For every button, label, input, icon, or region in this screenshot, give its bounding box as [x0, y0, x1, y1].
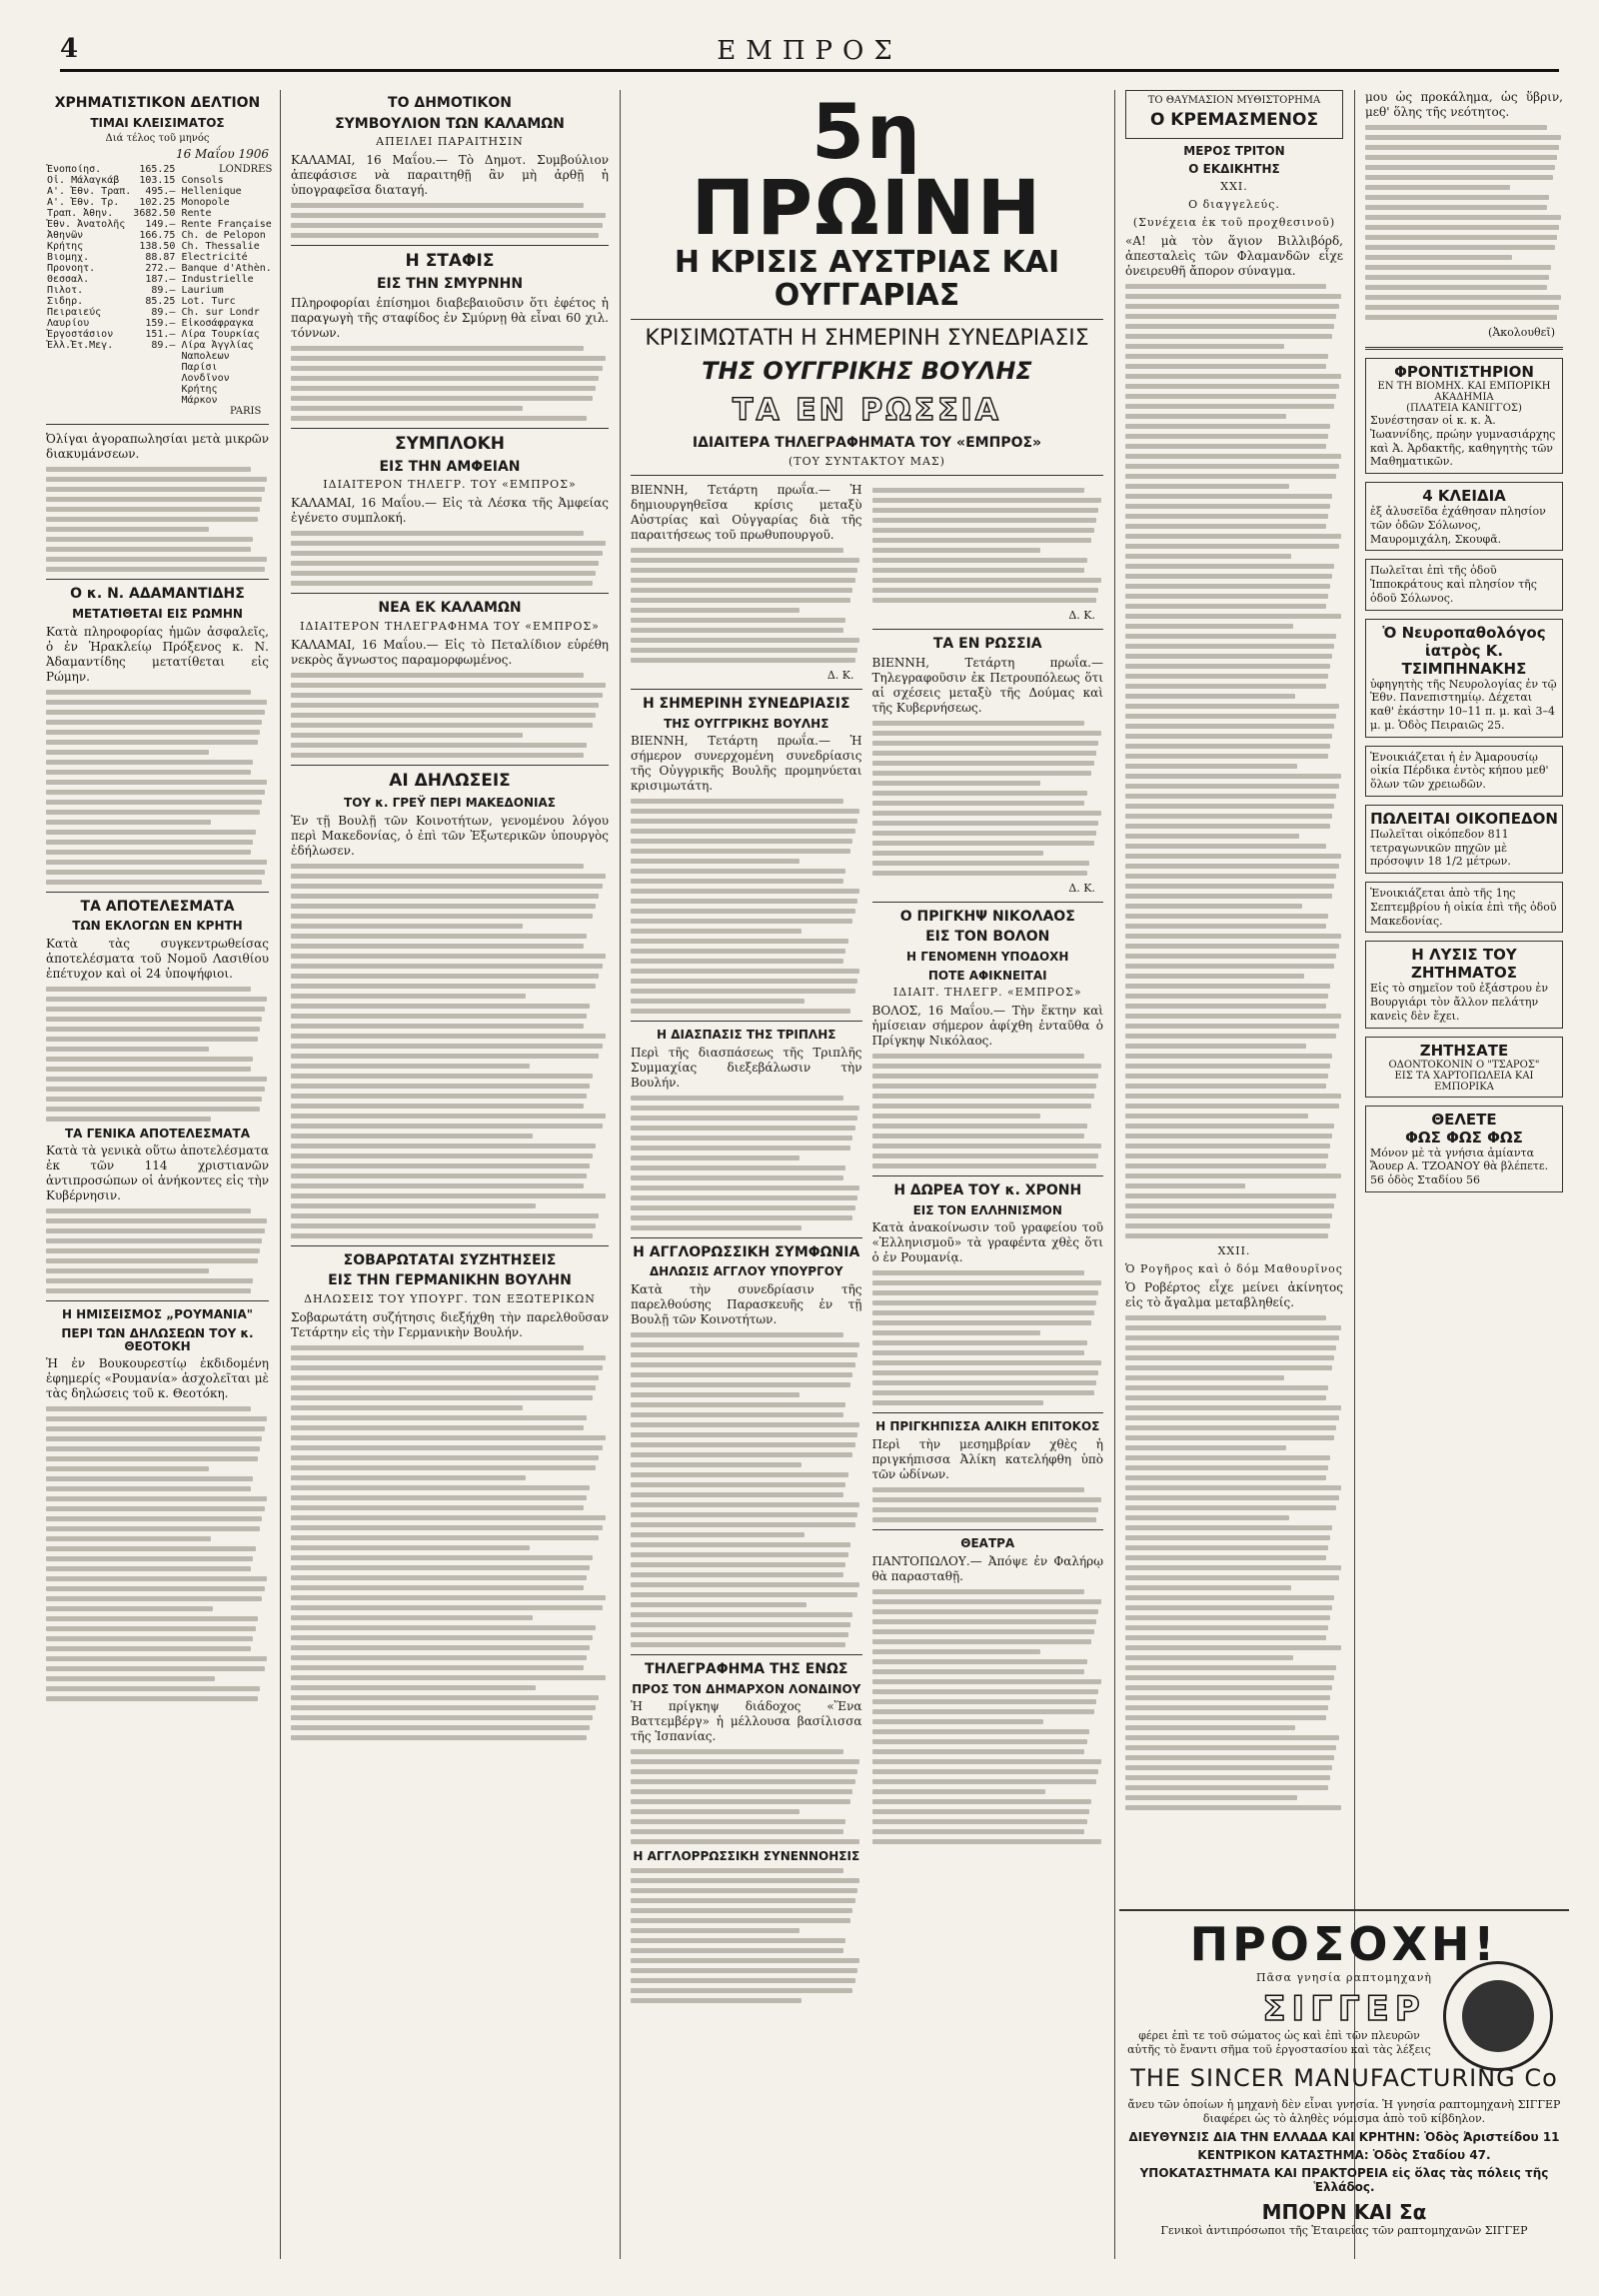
text-block: [291, 864, 609, 1238]
symploki-subheadline: ΕΙΣ ΤΗΝ ΑΜΦΕΙΑΝ: [379, 458, 521, 475]
rate-row: [180, 329, 275, 340]
ad-singer-lead: Πᾶσα γνησία ραπτομηχανὴ: [1256, 1971, 1432, 1984]
nikolaos-subheadline: ΕΙΣ ΤΟΝ ΒΟΛΟΝ: [925, 929, 1050, 946]
text-block: [872, 721, 1104, 876]
page-number: 4: [60, 34, 79, 64]
rate-name: Μάρκον: [181, 395, 218, 407]
ad-sale: [1365, 559, 1563, 610]
german-lead: Σοβαρωτάτη συζήτησις διεξήχθη τὴν παρελθοῦσαν Τετάρτην εἰς τὴν Γερμανικὴν Βουλήν.: [291, 1309, 609, 1339]
main-headline: Η ΚΡΙΣΙΣ ΑΥΣΤΡΙΑΣ ΚΑΙ ΟΥΓΓΑΡΙΑΣ: [674, 245, 1060, 313]
rate-row: [46, 296, 176, 307]
rate-row: [180, 175, 275, 186]
novel-continuation: μου ὡς προκάλημα, ὡς ὕβριν, μεθ' ὅλης τῆς νεότητος.: [1365, 90, 1563, 119]
princess-headline: Η ΠΡΙΓΚΗΠΙΣΣΑ ΑΛΙΚΗ ΕΠΙΤΟΚΟΣ: [875, 1419, 1100, 1434]
main-headline-3: ΤΗΣ ΟΥΓΓΡΙΚΗΣ ΒΟΥΛΗΣ: [702, 357, 1032, 386]
rate-value: 89.—: [151, 285, 176, 297]
rate-name: Industrielle: [181, 274, 254, 286]
rate-name: Θεσσαλ.: [47, 274, 90, 286]
rate-value: [273, 318, 275, 329]
rate-name: Ch. sur Londr: [181, 307, 260, 319]
rate-value: [273, 296, 275, 307]
rate-value: [273, 241, 275, 252]
rate-name: Κρήτης: [181, 384, 218, 396]
rate-row: [180, 384, 275, 395]
main-headline-4: ΤΑ ΕΝ ΡΩΣΣΙΑ: [732, 393, 1002, 429]
chapter-2-lead: Ὁ Ροβέρτος εἶχε μείνει ἀκίνητος εἰς τὸ ἄγαλμα μεταβληθείς.: [1125, 1280, 1343, 1310]
column-divider: [1114, 90, 1115, 2259]
rate-name: Σιδηρ.: [47, 296, 84, 308]
rate-value: 138.50: [139, 241, 176, 253]
text-block: [631, 548, 862, 663]
ad-keys-title: 4 ΚΛΕΙΔΙΑ: [1422, 487, 1506, 505]
newspaper-page: [40, 90, 1569, 2269]
ad-toothpowder: [1365, 1037, 1563, 1098]
tripoli-headline: Η ΔΙΑΣΠΑΣΙΣ ΤΗΣ ΤΡΙΠΛΗΣ: [657, 1028, 836, 1043]
rate-value: [273, 263, 275, 274]
kalamon-lead: ΚΑΛΑΜΑΙ, 16 Μαΐου.— Εἰς τὸ Πεταλίδιον εὑρέθη νεκρὸς ἄγνωστος παραμορφωμένος.: [291, 638, 609, 668]
rate-row: [180, 186, 275, 197]
rate-row: [46, 164, 176, 175]
dorea-lead: Κατὰ ἀνακοίνωσιν τοῦ γραφείου τοῦ «Ἑλληνισμοῦ» τὰ γραφέντα χθὲς ὅτι ὁ ἐν Ρουμανίᾳ.: [871, 1220, 1103, 1265]
ad-rent-2-body: Ἐνοικιάζεται ἀπὸ τῆς 1ης Σεπτεμβρίου ἡ οἰκία ἐπὶ τῆς ὁδοῦ Μακεδονίας.: [1370, 887, 1557, 928]
rate-row: [180, 263, 275, 274]
chapter-title: Ο διαγγελεύς.: [1188, 198, 1280, 212]
adamantidis-headline: Ο κ. Ν. ΑΔΑΜΑΝΤΙΔΗΣ: [70, 586, 245, 603]
hungary-headline: Η ΣΗΜΕΡΙΝΗ ΣΥΝΕΔΡΙΑΣΙΣ: [642, 695, 850, 712]
ad-toothpowder-tag: ΕΙΣ ΤΑ ΧΑΡΤΟΠΩΛΕΙΑ ΚΑΙ ΕΜΠΟΡΙΚΑ: [1394, 1070, 1534, 1093]
ad-doctor: [1365, 619, 1563, 738]
ad-frontistirion-place: (ΠΛΑΤΕΙΑ ΚΑΝΙΓΓΟΣ): [1406, 403, 1522, 414]
ad-singer-firm-note: Γενικοὶ ἀντιπρόσωποι τῆς Ἑταιρείας τῶν ραπτομηχανῶν ΣΙΓΓΕΡ: [1160, 2224, 1528, 2238]
chapter-2-number: XXII.: [1217, 1244, 1251, 1258]
nikolaos-lead: ΒΟΛΟΣ, 16 Μαΐου.— Τὴν ἕκτην καὶ ἡμίσειαν σήμερον ἀφίχθη ἐνταῦθα ὁ Πρίγκηψ Νικόλαος.: [871, 1004, 1103, 1049]
text-block: [291, 346, 609, 421]
rate-name: Πειραιεύς: [47, 307, 102, 319]
text-block: [1125, 284, 1343, 1238]
ad-singer-title: ΠΡΟΣΟΧΗ!: [1189, 1917, 1499, 1971]
rate-row: [46, 197, 176, 208]
hungary-subheadline: ΤΗΣ ΟΥΓΓΡΙΚΗΣ ΒΟΥΛΗΣ: [664, 716, 829, 731]
rate-value: [273, 340, 275, 351]
crete-headline: ΤΑ ΑΠΟΤΕΛΕΣΜΑΤΑ: [80, 898, 235, 915]
dilosis-lead: Ἐν τῇ Βουλῇ τῶν Κοινοτήτων, γενομένου λόγου περὶ Μακεδονίας, ὁ ἐπὶ τῶν Ἐξωτερικῶν ὑπουργὸς ἐδήλωσεν.: [291, 813, 609, 858]
rate-row: [180, 274, 275, 285]
rate-value: 165.25: [139, 164, 176, 176]
hungary-lead: ΒΙΕΝΝΗ, Τετάρτη πρωΐα.— Ἡ σήμερον συνερχομένη συνεδρίασις τῆς Οὐγγρικῆς Βουλῆς προμηνύεται κρισιμωτάτη.: [631, 734, 862, 794]
rate-name: Ναπολεων: [181, 351, 230, 363]
rate-value: [273, 230, 275, 241]
rates-table: [46, 164, 273, 418]
ad-singer-firm: ΜΠΟΡΝ ΚΑΙ Σα: [1261, 2200, 1427, 2225]
main-headline-2: ΚΡΙΣΙΜΩΤΑΤΗ Η ΣΗΜΕΡΙΝΗ ΣΥΝΕΔΡΙΑΣΙΣ: [645, 326, 1089, 351]
novel-title: Ο ΚΡΕΜΑΣΜΕΝΟΣ: [1149, 110, 1319, 130]
ad-singer-store: ΚΕΝΤΡΙΚΟΝ ΚΑΤΑΣΤΗΜΑ: Ὁδὸς Σταδίου 47.: [1197, 2148, 1491, 2163]
rate-name: Banque d'Athèn.: [181, 263, 272, 275]
text-block: [631, 799, 862, 1014]
anglo-lead: Κατὰ τὴν συνεδρίασιν τῆς παρελθούσης Παρασκευῆς ἐν τῇ Βουλῇ τῶν Κοινοτήτων.: [631, 1282, 862, 1327]
rate-row: [46, 307, 176, 318]
anglo-subheadline: ΔΗΛΩΣΙΣ ΑΓΓΛΟΥ ΥΠΟΥΡΓΟΥ: [649, 1264, 843, 1279]
rate-value: [273, 384, 275, 395]
column-1: [40, 90, 275, 2259]
rate-row: [180, 318, 275, 329]
paris-label: PARIS: [229, 406, 262, 418]
ad-frontistirion: [1365, 358, 1563, 474]
text-block: [631, 1749, 862, 1844]
ad-singer-address: ΔΙΕΥΘΥΝΣΙΣ ΔΙΑ ΤΗΝ ΕΛΛΑΔΑ ΚΑΙ ΚΡΗΤΗΝ: Ὁδὸς Ἀριστείδου 11: [1128, 2130, 1560, 2145]
rate-name: Ἑλλ.Ἐτ.Μεγ.: [47, 340, 114, 352]
symploki-headline: ΣΥΜΠΛΟΚΗ: [394, 433, 506, 454]
rate-name: Α'. Ἐθν. Τραπ.: [47, 186, 132, 198]
rate-value: 149.—: [145, 219, 176, 231]
telegram-tag: ΙΔΙΑΙΤΕΡΑ ΤΗΛΕΓΡΑΦΗΜΑΤΑ ΤΟΥ «ΕΜΠΡΟΣ»: [692, 435, 1042, 452]
kalamon-headline: ΝΕΑ ΕΚ ΚΑΛΑΜΩΝ: [378, 600, 522, 617]
rate-row: [46, 263, 176, 274]
rate-row: [46, 329, 176, 340]
novel-subtitle: Ο ΕΚΔΙΚΗΤΗΣ: [1188, 162, 1280, 177]
rate-name: Laurium: [181, 285, 224, 297]
general-lead: Κατὰ τὰ γενικὰ οὕτω ἀποτελέσματα ἐκ τῶν 114 χριστιανῶν ἀντιπροσώπων οἱ ἀνήκοντες εἰς τὴν Κυβέρνησιν.: [46, 1144, 269, 1203]
kalamon-tag: ΙΔΙΑΙΤΕΡΟΝ ΤΗΛΕΓΡΑΦΗΜΑ ΤΟΥ «ΕΜΠΡΟΣ»: [300, 620, 600, 634]
rate-name: Α'. Ἐθν. Τρ.: [47, 197, 120, 209]
rate-name: Rente: [181, 208, 212, 220]
rate-value: [273, 307, 275, 318]
text-block: [291, 1345, 609, 1740]
rate-value: [273, 175, 275, 186]
rate-name: Hellenique: [181, 186, 242, 198]
russia-lead: ΒΙΕΝΝΗ, Τετάρτη πρωΐα.— Τηλεγραφοῦσιν ἐκ Πετρουπόλεως ὅτι αἱ σχέσεις μεταξὺ τῆς Δούμας καὶ τῆς Κυβερνήσεως.: [871, 655, 1103, 715]
rate-value: [273, 362, 275, 373]
ad-singer-note: ἄνευ τῶν ὁποίων ἡ μηχανὴ δὲν εἶναι γνησία. Ἡ γνησία ραπτομηχανὴ ΣΙΓΓΕΡ διαφέρει ὡς τὸ ἀληθὲς νόμισμα ἀπὸ τοῦ κίβδηλον.: [1127, 2097, 1561, 2125]
rate-row: [180, 362, 275, 373]
rate-value: 166.75: [139, 230, 176, 242]
rate-value: [273, 208, 275, 219]
ad-solution-title: Η ΛΥΣΙΣ ΤΟΥ ΖΗΤΗΜΑΤΟΣ: [1411, 946, 1517, 983]
dorea-headline: Η ΔΩΡΕΑ ΤΟΥ κ. ΧΡΟΝΗ: [893, 1182, 1082, 1199]
rate-row: [180, 395, 275, 406]
text-block: [872, 1054, 1104, 1168]
newspaper-title: ΕΜΠΡΟΣ: [717, 36, 902, 66]
text-block: [872, 1589, 1104, 1844]
rate-value: [273, 219, 275, 230]
romania-lead: Ἡ ἐν Βουκουρεστίῳ ἐκδιδομένη ἐφημερίς «Ρουμανία» ἀσχολεῖται μὲ τὰς δηλώσεις τοῦ κ. Θεοτόκη.: [46, 1356, 269, 1401]
singer-logo-icon: [1443, 1961, 1553, 2071]
rate-row: [180, 351, 275, 362]
german-tag: ΔΗΛΩΣΕΙΣ ΤΟΥ ΥΠΟΥΡΓ. ΤΩΝ ΕΞΩΤΕΡΙΚΩΝ: [304, 1291, 596, 1305]
rate-value: 89.—: [151, 307, 176, 319]
rate-value: 495.—: [145, 186, 176, 198]
rate-name: Λίρα Ἀγγλίας: [181, 340, 254, 352]
ad-rent-2: [1365, 882, 1563, 933]
symploki-tag: ΙΔΙΑΙΤΕΡΟΝ ΤΗΛΕΓΡ. ΤΟΥ «ΕΜΠΡΟΣ»: [323, 478, 577, 492]
ad-frontistirion-title: ΦΡΟΝΤΙΣΤΗΡΙΟΝ: [1394, 363, 1534, 381]
ad-doctor-title: Ὁ Νευροπαθολόγος ἰατρὸς Κ. ΤΣΙΜΠΗΝΑΚΗΣ: [1382, 623, 1546, 678]
london-subheadline: ΠΡΟΣ ΤΟΝ ΔΗΜΑΡΧΟΝ ΛΟΝΔΙΝΟΥ: [632, 1681, 861, 1696]
romania-subheadline: ΠΕΡΙ ΤΩΝ ΔΗΛΩΣΕΩΝ ΤΟΥ κ. ΘΕΟΤΟΚΗ: [61, 1326, 254, 1353]
rate-value: [273, 351, 275, 362]
rate-row: [180, 241, 275, 252]
rate-row: [46, 230, 176, 241]
theatre-headline: ΘΕΑΤΡΑ: [960, 1536, 1015, 1550]
ad-light-body: Μόνον μὲ τὰ γνήσια ἀμίαντα Ἄουερ Α. ΤΖΟΑΝΟΥ θὰ βλέπετε. 56 ὁδὸς Σταδίου 56: [1370, 1146, 1549, 1186]
dorea-subheadline: ΕΙΣ ΤΟΝ ΕΛΛΗΝΙΣΜΟΝ: [912, 1202, 1062, 1217]
ad-toothpowder-title: ΖΗΤΗΣΑΤΕ: [1419, 1041, 1509, 1060]
signature: Δ. Κ.: [1068, 881, 1095, 895]
rates-note: Ὀλίγαι ἀγοραπωλησίαι μετὰ μικρῶν διακυμάνσεων.: [46, 432, 269, 462]
text-block: [46, 987, 269, 1122]
ad-light: [1365, 1106, 1563, 1192]
rate-name: Ch. Thessalie: [181, 241, 260, 253]
column-divider: [280, 90, 281, 2259]
dimotikon-headline: ΤΟ ΔΗΜΟΤΙΚΟΝ: [388, 95, 512, 111]
rate-name: Ἐθν. Ἀνατολῆς: [47, 219, 126, 231]
ad-light-title: ΘΕΛΕΤΕ: [1431, 1110, 1497, 1129]
text-block: [872, 1270, 1104, 1405]
text-block: [872, 1487, 1104, 1522]
german-headline: ΣΟΒΑΡΩΤΑΤΑΙ ΣΥΖΗΤΗΣΕΙΣ: [343, 1251, 557, 1268]
column-divider: [620, 90, 621, 2259]
rate-name: Κρήτης: [47, 241, 84, 253]
rate-row: [46, 274, 176, 285]
rate-value: 102.25: [139, 197, 176, 209]
general-headline: ΤΑ ΓΕΝΙΚΑ ΑΠΟΤΕΛΕΣΜΑΤΑ: [64, 1126, 251, 1141]
rate-value: [273, 252, 275, 263]
dimotikon-lead: ΚΑΛΑΜΑΙ, 16 Μαΐου.— Τὸ Δημοτ. Συμβούλιον ἀπεφάσισε νὰ παραιτηθῇ ἂν μὴ ἀρθῇ ἡ ὑπογραφεῖσα διαταγή.: [291, 153, 609, 198]
stafis-lead: Πληροφορίαι ἐπίσημοι διαβεβαιοῦσιν ὅτι ἐφέτος ἡ παραγωγὴ τῆς σταφίδος ἐν Σμύρνῃ θὰ εἶναι 60 χιλ. τόννων.: [291, 295, 609, 340]
rate-row: [180, 197, 275, 208]
rate-value: [273, 197, 275, 208]
princess-lead: Περὶ τὴν μεσημβρίαν χθὲς ἡ πριγκήπισσα Ἀλίκη κατελήφθη ὑπὸ τῶν ὠδίνων.: [871, 1437, 1103, 1481]
column-2: [285, 90, 615, 2259]
telegram-tag-2: (ΤΟΥ ΣΥΝΤΑΚΤΟΥ ΜΑΣ): [789, 454, 945, 468]
text-block: [631, 1868, 862, 2003]
vienna-lead: ΒΙΕΝΝΗ, Τετάρτη πρωΐα.— Ἡ δημιουργηθεῖσα κρίσις μεταξὺ Αὐστρίας καὶ Οὐγγαρίας διὰ τῆς παραιτήσεως τοῦ πρωθυπουργοῦ.: [631, 482, 862, 542]
adamantidis-lead: Κατὰ πληροφορίας ἡμῶν ἀσφαλεῖς, ὁ ἐν Ἡρακλείῳ Πρόξενος κ. Ν. Ἀδαμαντίδης μετατίθεται εἰς Ρώμην.: [46, 624, 269, 684]
text-block: [872, 488, 1104, 603]
ad-frontistirion-sub: ΕΝ ΤΗ ΒΙΟΜΗΧ. ΚΑΙ ΕΜΠΟΡΙΚΗ ΑΚΑΔΗΜΙΑ: [1377, 381, 1551, 403]
rate-value: [273, 329, 275, 340]
rate-name: Lot. Turc: [181, 296, 236, 308]
text-block: [291, 531, 609, 586]
tripoli-lead: Περὶ τῆς διασπάσεως τῆς Τριπλῆς Συμμαχίας διεξεβάλωσιν τὴν Βουλήν.: [631, 1045, 862, 1090]
nikolaos-subheadline-3: ΠΟΤΕ ΑΦΙΚΝΕΙΤΑΙ: [927, 968, 1047, 983]
stafis-subheadline: ΕΙΣ ΤΗΝ ΣΜΥΡΝΗΝ: [376, 276, 524, 293]
rate-value: 159.—: [145, 318, 176, 330]
column-5: [1359, 90, 1569, 1809]
text-block: [46, 467, 269, 572]
adamantidis-subheadline: ΜΕΤΑΤΙΘΕΤΑΙ ΕΙΣ ΡΩΜΗΝ: [72, 606, 243, 621]
rate-row: [180, 373, 275, 384]
rate-row: [180, 230, 275, 241]
nikolaos-subheadline-2: Η ΓΕΝΟΜΕΝΗ ΥΠΟΔΟΧΗ: [906, 949, 1069, 964]
rate-value: 103.15: [139, 175, 176, 187]
ad-frontistirion-body: Συνέστησαν οἱ κ. κ. Ἀ. Ἰωαννίδης, πρώην γυμνασιάρχης καὶ Ἀ. Ἀρδακτῆς, καθηγητὴς τῶν Μαθηματικῶν.: [1370, 414, 1556, 469]
symploki-lead: ΚΑΛΑΜΑΙ, 16 Μαΐου.— Εἰς τὰ Λέσκα τῆς Ἀμφείας ἐγένετο συμπλοκή.: [291, 496, 609, 526]
novel-heading: [1125, 90, 1343, 139]
rate-value: 272.—: [145, 263, 176, 275]
rate-row: [180, 296, 275, 307]
text-block: [46, 690, 269, 885]
ad-singer-branches: ΥΠΟΚΑΤΑΣΤΗΜΑΤΑ ΚΑΙ ΠΡΑΚΤΟΡΕΙΑ εἰς ὅλας τὰς πόλεις τῆς Ἑλλάδος.: [1139, 2166, 1549, 2195]
rate-row: [46, 208, 176, 219]
rate-row: [180, 340, 275, 351]
text-block: [631, 1332, 862, 1647]
ad-keys-body: ἐξ ἀλυσεῖδα ἐχάθησαν πλησίον τῶν ὁδῶν Σόλωνος, Μαυρομιχάλη, Σκουφᾶ.: [1370, 505, 1546, 546]
foreign-rates: [180, 175, 275, 406]
chapter-number: XXI.: [1220, 180, 1248, 194]
ad-singer-lead-2: φέρει ἐπὶ τε τοῦ σώματος ὡς καὶ ἐπὶ τῶν πλευρῶν αὐτῆς τὸ ἔναντι σῆμα τοῦ ἐργοστασίου καὶ τὰς λέξεις: [1127, 2029, 1431, 2057]
dimotikon-subheadline-2: ΑΠΕΙΛΕΙ ΠΑΡΑΙΤΗΣΙΝ: [376, 135, 524, 149]
rate-name: Προνοητ.: [47, 263, 96, 275]
rate-row: [46, 186, 176, 197]
ad-singer: [1119, 1909, 1569, 2259]
ad-doctor-body: ὑφηγητὴς τῆς Νευρολογίας ἐν τῷ Ἐθν. Πανεπιστημίῳ. Δέχεται καθ' ἑκάστην 10–11 π. μ. καὶ 3–4 μ. μ. Ὁδὸς Πειραιῶς 25.: [1370, 677, 1557, 732]
rates-title: ΧΡΗΜΑΤΙΣΤΙΚΟΝ ΔΕΛΤΙΟΝ: [54, 95, 261, 111]
column-3: [625, 90, 1109, 2259]
rate-row: [180, 208, 275, 219]
rate-name: Rente Française: [181, 219, 272, 231]
dilosis-subheadline: ΤΟΥ κ. ΓΡΕΫ ΠΕΡΙ ΜΑΚΕΔΟΝΙΑΣ: [344, 795, 556, 810]
rate-row: [46, 340, 176, 351]
rate-row: [46, 175, 176, 186]
rate-row: [180, 252, 275, 263]
rate-name: Ch. de Pelopon: [181, 230, 266, 242]
ad-plot: [1365, 805, 1563, 874]
london-headline: ΤΗΛΕΓΡΑΦΗΜΑ ΤΗΣ ΕΝΩΣ: [645, 1661, 848, 1678]
rate-row: [180, 285, 275, 296]
ad-rent: [1365, 746, 1563, 797]
ad-solution-body: Εἰς τὸ σημεῖον τοῦ ἐξάστρου ἐν Βουργιάρι τὸν ἄλλον πελάτην κανεὶς δὲν ἔχει.: [1370, 982, 1549, 1023]
rate-name: Electricité: [181, 252, 248, 264]
rate-value: 85.25: [145, 296, 176, 308]
signature: Δ. Κ.: [1068, 608, 1095, 622]
ad-light-sub: ΦΩΣ ΦΩΣ ΦΩΣ: [1405, 1128, 1523, 1147]
russia-headline: ΤΑ ΕΝ ΡΩΣΣΙΑ: [932, 635, 1042, 652]
rate-name: Πιλοτ.: [47, 285, 84, 297]
london-lead: Ἡ πρίγκηψ διάδοχος «Ἕνα Βαττεμβέργ» ἡ μέλλουσα βασίλισσα τῆς Ἱσπανίας.: [631, 1699, 862, 1744]
rates-subtitle-2: Διά τέλος τοῦ μηνός: [105, 133, 210, 145]
ad-sale-body: Πωλεῖται ἐπὶ τῆς ὁδοῦ Ἱπποκράτους καὶ πλησίον τῆς ὁδοῦ Σόλωνος.: [1370, 564, 1537, 605]
text-block: [46, 1406, 269, 1701]
masthead: [60, 22, 1559, 72]
rate-row: [180, 219, 275, 230]
text-block: [631, 1096, 862, 1230]
london-label: LONDRES: [219, 164, 273, 176]
nikolaos-headline: Ο ΠΡΙΓΚΗΨ ΝΙΚΟΛΑΟΣ: [899, 908, 1075, 925]
ad-solution: [1365, 941, 1563, 1028]
text-block: [46, 1208, 269, 1293]
ad-singer-brand: ΣΙΓΓΕΡ: [1262, 1989, 1426, 2029]
ad-toothpowder-sub: ΟΔΟΝΤΟΚΟΝΙΝ Ο "ΤΣΑΡΟΣ": [1388, 1059, 1540, 1071]
rate-name: Ἀθηνῶν: [47, 230, 84, 242]
crete-lead: Κατὰ τὰς συγκεντρωθείσας ἀποτελέσματα τοῦ Νομοῦ Λασιθίου ἐπέτυχον καὶ οἱ 24 ὑποψήφιοι.: [46, 936, 269, 981]
rates-date: 16 Μαΐου 1906: [175, 147, 269, 162]
rate-value: [273, 274, 275, 285]
chapter-note: (Συνέχεια ἐκ τοῦ προχθεσινοῦ): [1132, 216, 1336, 230]
ad-rent-body: Ἐνοικιάζεται ἡ ἐν Ἀμαρουσίῳ οἰκία Πέρδικα ἐντὸς κήπου μεθ' ὅλων τῶν χρειωδῶν.: [1370, 750, 1549, 791]
spain-headline: Η ΑΓΓΛΟΡΡΩΣΣΙΚΗ ΣΥΝΕΝΝΟΗΣΙΣ: [633, 1849, 860, 1864]
rate-value: 3682.50: [133, 208, 176, 220]
rate-name: Παρίσι: [181, 362, 218, 374]
rate-row: [180, 307, 275, 318]
chapter-lead: «Α! μὰ τὸν ἅγιον Βιλλιβόρδ, ἀπεσταλεὶς τῶν Φλαμανδῶν εἶχε ὀνειρευθῆ ἄπορον σύναγμα.: [1125, 234, 1343, 279]
rate-row: [46, 285, 176, 296]
rate-name: Λονδῖνον: [181, 373, 230, 385]
romania-headline: Η ΗΜΙΣΕΙΣΜΟΣ „ΡΟΥΜΑΝΙΑ": [61, 1307, 254, 1322]
text-block: [1365, 125, 1563, 320]
rate-value: 89.—: [151, 340, 176, 352]
novel-part: ΜΕΡΟΣ ΤΡΙΤΟΝ: [1183, 143, 1285, 158]
athens-rates: [46, 164, 176, 351]
continued-sign: (Ἀκολουθεῖ): [1488, 326, 1555, 339]
rate-name: Οἱ. Μάλαγκάβ: [47, 175, 120, 187]
rate-row: [46, 241, 176, 252]
rate-name: Βιομηχ.: [47, 252, 90, 264]
edition-banner: 5η ΠΡΩΙΝΗ: [691, 90, 1043, 252]
rate-value: 187.—: [145, 274, 176, 286]
ad-singer-company: THE SINCER MANUFACTURING Co: [1130, 2063, 1558, 2092]
rate-name: Monopole: [181, 197, 230, 209]
rate-row: [46, 219, 176, 230]
nikolaos-tag: ΙΔΙΑΙΤ. ΤΗΛΕΓΡ. «ΕΜΠΡΟΣ»: [892, 986, 1082, 1000]
rate-name: Τραπ. Ἀθην.: [47, 208, 114, 220]
stafis-headline: Η ΣΤΑΦΙΣ: [405, 251, 495, 272]
dimotikon-subheadline: ΣΥΜΒΟΥΛΙΟΝ ΤΩΝ ΚΑΛΑΜΩΝ: [335, 115, 565, 132]
ad-plot-title: ΠΩΛΕΙΤΑΙ ΟΙΚΟΠΕΔΟΝ: [1370, 809, 1558, 828]
rate-name: Ἐργοστάσιον: [47, 329, 114, 341]
anglo-headline: Η ΑΓΓΛΟΡΩΣΣΙΚΗ ΣΥΜΦΩΝΙΑ: [633, 1243, 860, 1260]
theatre-lead: ΠΑΝΤΟΠΩΛΟΥ.— Ἀπόψε ἐν Φαλήρῳ θὰ παρασταθῇ.: [871, 1553, 1103, 1583]
rate-row: [46, 318, 176, 329]
crete-subheadline: ΤΩΝ ΕΚΛΟΓΩΝ ΕΝ ΚΡΗΤΗ: [72, 919, 243, 934]
rate-name: Consols: [181, 175, 224, 187]
text-block: [1125, 1315, 1343, 1810]
rate-value: 88.87: [145, 252, 176, 264]
signature: Δ. Κ.: [826, 668, 854, 682]
text-block: [291, 673, 609, 758]
rate-value: [273, 285, 275, 296]
rates-subtitle: ΤΙΜΑΙ ΚΛΕΙΣΙΜΑΤΟΣ: [90, 115, 225, 130]
rate-row: [46, 252, 176, 263]
rate-name: Εἰκοσάφραγκα: [181, 318, 254, 330]
rate-name: Ἐνοποίησ.: [47, 164, 102, 176]
ad-keys: [1365, 482, 1563, 551]
chapter-2-title: Ὁ Ρογῆρος καὶ ὁ δόμ Μαθουρῖνος: [1125, 1262, 1343, 1276]
novel-label: ΤΟ ΘΑΥΜΑΣΙΟΝ ΜΥΘΙΣΤΟΡΗΜΑ: [1147, 95, 1321, 106]
dilosis-headline: ΑΙ ΔΗΛΩΣΕΙΣ: [389, 771, 511, 792]
text-block: [291, 203, 609, 238]
german-subheadline: ΕΙΣ ΤΗΝ ΓΕΡΜΑΝΙΚΗΝ ΒΟΥΛΗΝ: [328, 1272, 572, 1289]
rate-value: [273, 373, 275, 384]
rate-name: Λαυρίου: [47, 318, 90, 330]
ad-plot-body: Πωλεῖται οἰκόπεδον 811 τετραγωνικῶν πηχῶν μὲ πρόσοψιν 18 1/2 μέτρων.: [1370, 827, 1511, 869]
rate-value: [273, 395, 275, 406]
rate-value: [273, 186, 275, 197]
rate-value: 151.—: [145, 329, 176, 341]
rate-name: Λίρα Τουρκίας: [181, 329, 260, 341]
